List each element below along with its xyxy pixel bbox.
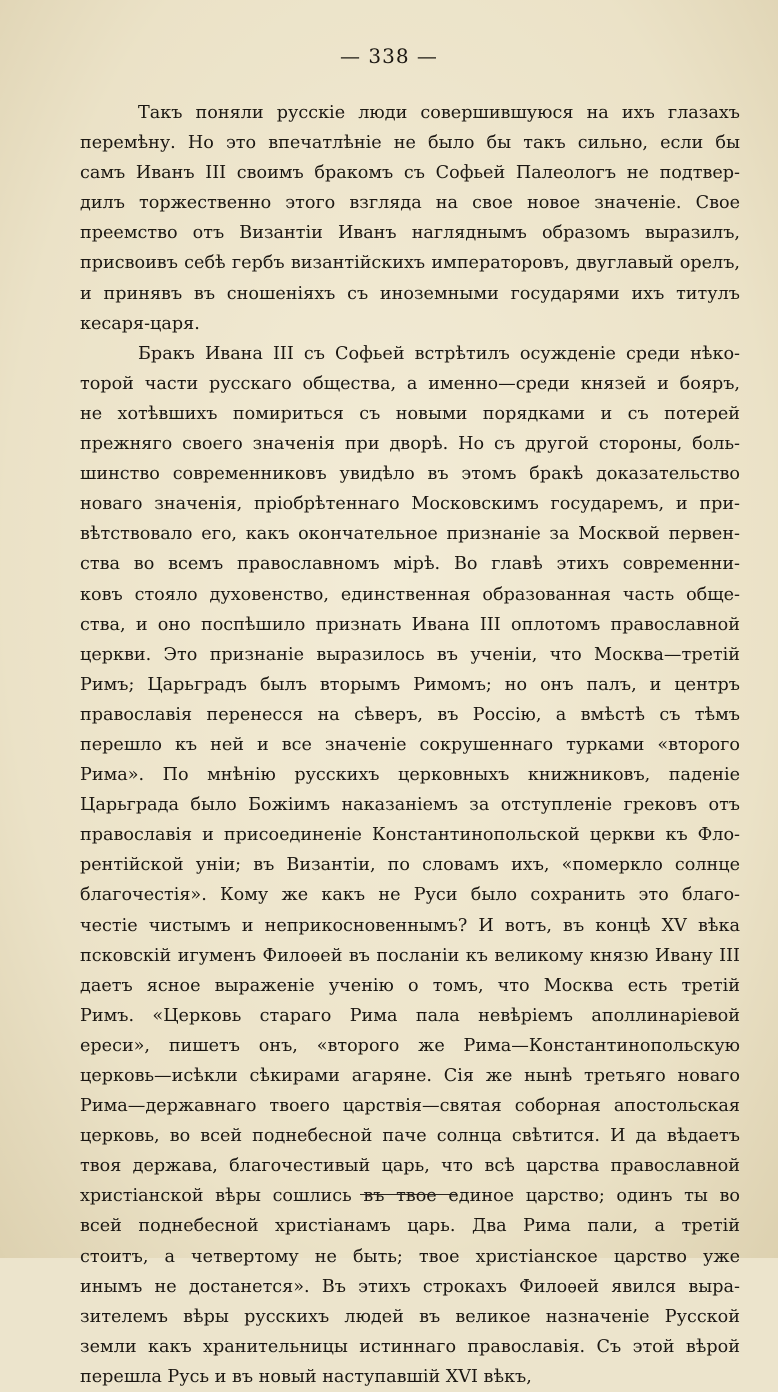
text-line: рентійской уніи; въ Византіи, по словамъ ихъ, «померкло солнце [80, 855, 740, 876]
text-line: перешла Русь и въ новый наступавшій XVI вѣкъ, [80, 1366, 532, 1387]
page-number: — 338 — [340, 44, 438, 68]
text-line: ства, и оно поспѣшило признать Ивана III оплотомъ православной [80, 614, 740, 635]
text-line: вѣтствовало его, какъ окончательное признаніе за Москвой первен- [80, 524, 740, 545]
text-line: присвоивъ себѣ гербъ византійскихъ императоровъ, двуглавый орелъ, [80, 253, 740, 274]
text-line: Римъ. «Церковь стараго Рима пала невѣріемъ аполлинаріевой [80, 1005, 740, 1026]
text-line: новаго значенія, пріобрѣтеннаго Московскимъ государемъ, и при- [80, 494, 740, 515]
text-line: церковь, во всей поднебесной паче солнца свѣтится. И да вѣдаетъ [80, 1126, 740, 1147]
text-line: кесаря-царя. [80, 313, 200, 334]
text-line: ереси», пишетъ онъ, «второго же Рима—Константинопольскую [80, 1035, 740, 1056]
text-line: самъ Иванъ III своимъ бракомъ съ Софьей Палеологъ не подтвер- [80, 163, 740, 184]
text-line: христіанской вѣры сошлись въ твое единое царство; одинъ ты во [80, 1186, 740, 1207]
text-line: Такъ поняли русскіе люди совершившуюся на ихъ глазахъ [138, 103, 740, 123]
text-line: перемѣну. Но это впечатлѣніе не было бы такъ сильно, если бы [80, 133, 740, 154]
text-line: Римъ; Царьградъ былъ вторымъ Римомъ; но онъ палъ, и центръ [80, 674, 740, 695]
text-line: церковь—исѣкли сѣкирами агаряне. Сія же нынѣ третьяго новаго [80, 1066, 740, 1086]
text-line: преемство отъ Византіи Иванъ нагляднымъ образомъ выразилъ, [80, 223, 740, 244]
text-line: твоя держава, благочестивый царь, что всѣ царства православной [80, 1156, 740, 1177]
text-line: честіе чистымъ и неприкосновеннымъ? И вотъ, въ концѣ XV вѣка [80, 915, 740, 936]
text-line: дилъ торжественно этого взгляда на свое новое значеніе. Свое [80, 193, 740, 214]
text-line: инымъ не достанется». Въ этихъ строкахъ Филоѳей явился выра- [80, 1276, 740, 1297]
text-line: Царьграда было Божіимъ наказаніемъ за отступленіе грековъ отъ [80, 795, 740, 816]
text-line: и принявъ въ сношеніяхъ съ иноземными государями ихъ титулъ [80, 283, 740, 304]
text-line: церкви. Это признаніе выразилось въ ученіи, что Москва—третій [80, 644, 740, 665]
text-line: псковскій игуменъ Филоѳей въ посланіи къ великому князю Ивану III [80, 945, 740, 966]
text-line: прежняго своего значенія при дворѣ. Но съ другой стороны, боль- [80, 434, 740, 455]
text-line: Рима—державнаго твоего царствія—святая соборная апостольская [80, 1096, 740, 1117]
bottom-rule [360, 1194, 456, 1195]
text-line: всей поднебесной христіанамъ царь. Два Рима пали, а третій [80, 1216, 740, 1237]
text-line: православія и присоединеніе Константинопольской церкви къ Фло- [80, 825, 740, 846]
text-line: стоитъ, а четвертому не быть; твое христіанское царство уже [80, 1246, 740, 1267]
text-line: шинство современниковъ увидѣло въ этомъ бракѣ доказательство [80, 464, 740, 485]
text-line: перешло къ ней и все значеніе сокрушеннаго турками «второго [80, 734, 740, 755]
text-line: земли какъ хранительницы истиннаго православія. Съ этой вѣрой [80, 1336, 740, 1357]
text-line: Рима». По мнѣнію русскихъ церковныхъ книжниковъ, паденіе [80, 765, 740, 786]
text-line: ства во всемъ православномъ мірѣ. Во главѣ этихъ современни- [80, 554, 740, 575]
text-line: даетъ ясное выраженіе ученію о томъ, что Москва есть третій [80, 975, 740, 996]
text-line: не хотѣвшихъ помириться съ новыми порядками и съ потерей [80, 403, 740, 424]
text-line: ковъ стояло духовенство, единственная образованная часть обще- [80, 584, 740, 605]
text-line: зителемъ вѣры русскихъ людей въ великое назначеніе Русской [80, 1306, 740, 1327]
body-text [80, 98, 740, 1392]
text-line: благочестія». Кому же какъ не Руси было сохранить это благо- [80, 885, 740, 906]
text-line: православія перенесся на сѣверъ, въ Россію, а вмѣстѣ съ тѣмъ [80, 704, 740, 725]
text-line: Бракъ Ивана III съ Софьей встрѣтилъ осужденіе среди нѣко- [138, 343, 740, 364]
text-line: торой части русскаго общества, а именно—среди князей и бояръ, [80, 373, 740, 394]
